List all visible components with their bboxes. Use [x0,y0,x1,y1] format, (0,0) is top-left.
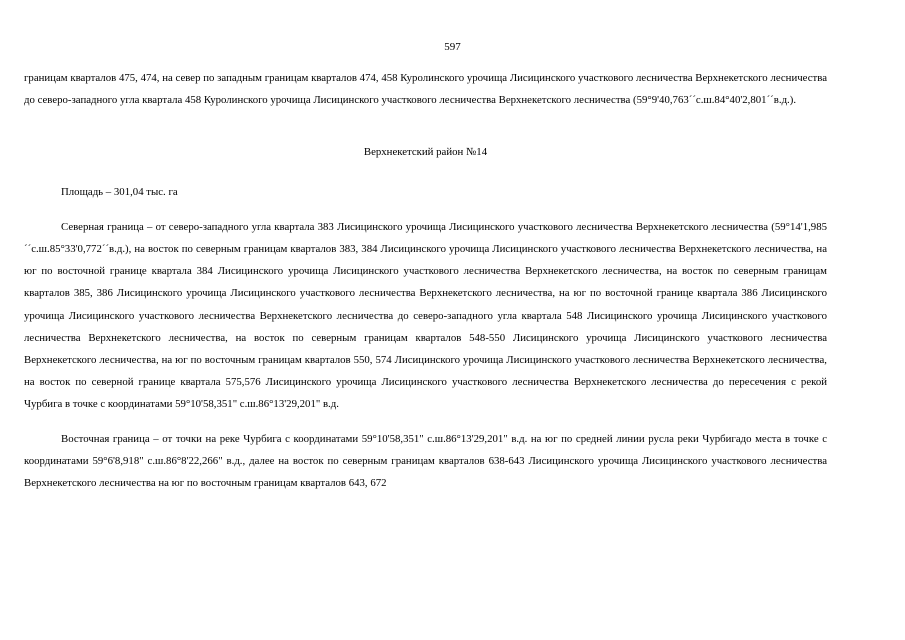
east-boundary-paragraph: Восточная граница – от точки на реке Чурбига с координатами 59°10'58,351" с.ш.86°13'29,201" в.д. на юг по средней линии русла реки Чурбигадо места в точке с координатами 59°6'8,918" с.ш.86°8'22,266" в.д., далее на восток по северным границам кварталов 638-643 Лисицинского урочища Лисицинского участкового лесничества Верхнекетского лесничества на юг по восточным границам кварталов 643, 672 [24,432,827,490]
intro-paragraph: границам кварталов 475, 474, на север по западным границам кварталов 474, 458 Куролинского урочища Лисицинского участкового лесничества Верхнекетского лесничества до северо-западного угла квартала 458 Куролинского урочища Лисицинского участкового лесничества Верхнекетского лесничества (59°9'40,763´´с.ш.84°40'2,801´´в.д.). [24,72,827,107]
area-paragraph: Площадь – 301,04 тыс. га [61,185,178,198]
page-number: 597 [444,41,461,53]
section-title: Верхнекетский район №14 [363,146,488,159]
north-boundary-paragraph: Северная граница – от северо-западного угла квартала 383 Лисицинского урочища Лисицинского участкового лесничества Верхнекетского лесничества (59°14'1,985´´с.ш.85°33'0,772´´в.д.), на восток по северным границам кварталов 383, 384 Лисицинского урочища Лисицинского участкового лесничества Верхнекетского лесничества, на юг по восточной границе квартала 384 Лисицинского урочища Лисицинского участкового лесничества Верхнекетского лесничества, на восток по северным границам кварталов 385, 386 Лисицинского урочища Лисицинского участкового лесничества Верхнекетского лесничества, на юг по восточной границе квартала 386 Лисицинского урочища Лисицинского участкового лесничества Верхнекетского лесничества до северо-западного угла квартала 548 Лисицинского урочища Лисицинского участкового лесничества Верхнекетского лесничества, на восток по северным границам кварталов 548-550 Лисицинского урочища Лисицинского участкового лесничества Верхнекетского лесничества, на юг по восточным границам кварталов 550, 574 Лисицинского урочища Лисицинского участкового лесничества Верхнекетского лесничества, на восток по северной границе квартала 575,576 Лисицинского урочища Лисицинского участкового лесничества Верхнекетского лесничества до пересечения с рекой Чурбига в точке с координатами 59°10'58,351" с.ш.86°13'29,201" в.д. [24,220,827,411]
document-body [24,67,827,494]
